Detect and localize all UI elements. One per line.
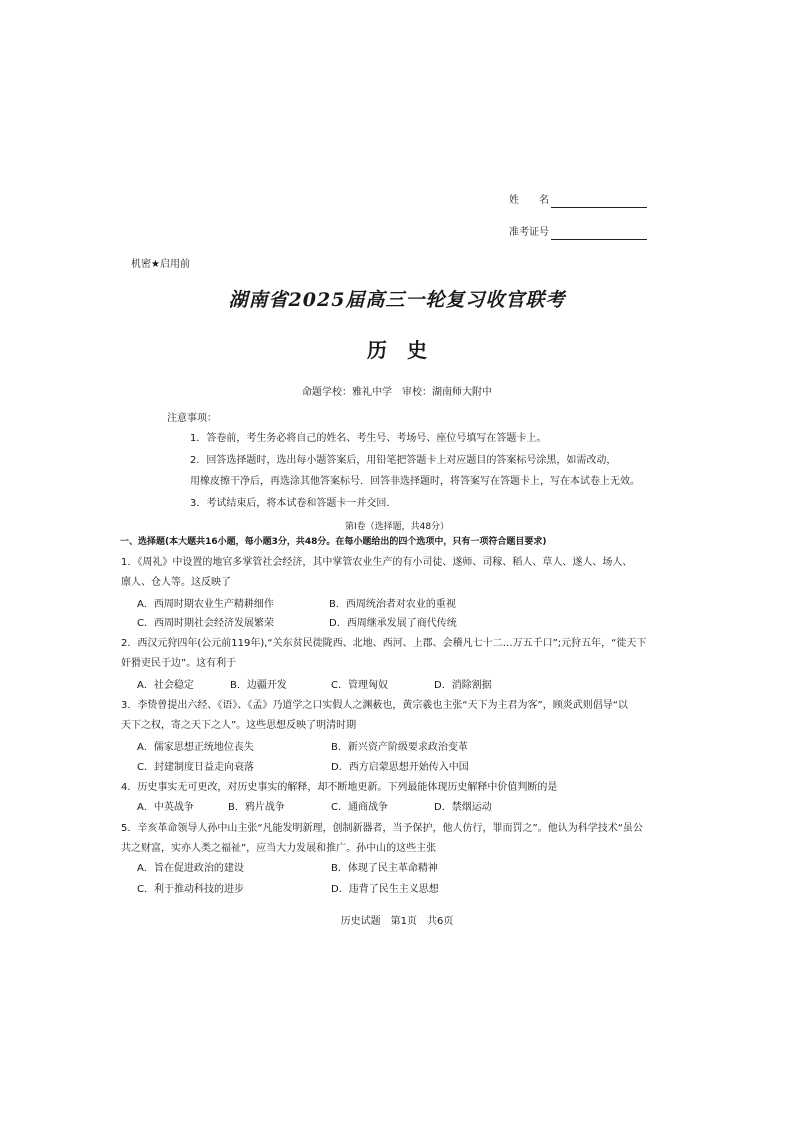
subject-title: 历 史 [367,338,427,362]
volume-heading: 第Ⅰ卷（选择题，共48分） [344,522,450,532]
question-3-option-d: D．西方启蒙思想开始传入中国 [331,762,469,773]
note-item: 1．答卷前，考生务必将自己的姓名、考生号、考场号、座位号填写在答题卡上。 [190,433,547,444]
question-2-option-b: B．边疆开发 [230,680,287,691]
page-footer: 历史试题 第1页 共6页 [340,916,454,927]
question-1-line-1: 1．《周礼》中设置的地官多掌管社会经济，其中掌管农业生产的有小司徒、遂师、司稼、稻人、草人、遂人、场人、 [121,557,633,568]
note-item: 2．回答选择题时，选出每小题答案后，用铅笔把答题卡上对应题目的答案标号涂黑，如需改动， [190,455,617,466]
question-4-option-a: A．中英战争 [137,802,194,813]
question-2-option-d: D．消除割据 [434,680,492,691]
notes-heading: 注意事项： [167,413,217,424]
question-2-line-1: 2．西汉元狩四年(公元前119年),“关东贫民徙陇西、北地、西河、上郡、会稽凡七十二…万五千口”;元狩五年，“徙天下 [121,638,647,649]
question-5-option-b: B．体现了民主革命精神 [331,863,438,874]
admission-field [509,226,647,240]
name-blank [551,195,647,208]
question-3-option-c: C．封建制度日益走向衰落 [137,762,254,773]
section-heading: 一、选择题(本大题共16小题，每小题3分，共48分。在每小题给出的四个选项中，只有一项符合题目要求) [120,537,547,547]
question-5-option-c: C．利于推动科技的进步 [137,884,244,895]
exam-title: 湖南省2025届高三一轮复习收官联考 [228,289,566,311]
confidential-mark: 机密★启用前 [131,259,190,270]
question-1-option-c: C．西周时期社会经济发展繁荣 [137,618,274,629]
question-1-line-2: 廪人、仓人等。这反映了 [121,577,231,588]
question-4-option-b: B．鸦片战争 [228,802,285,813]
question-2-option-a: A．社会稳定 [137,680,194,691]
question-3-line-2: 天下之权，寄之天下之人”。这些思想反映了明清时期 [121,720,357,731]
compiler-line: 命题学校：雅礼中学 审校：湖南师大附中 [302,387,492,398]
question-3-option-b: B．新兴资产阶级要求政治变革 [331,742,468,753]
note-item: 3．考试结束后，将本试卷和答题卡一并交回． [190,498,397,509]
question-4-option-c: C．通商战争 [331,802,388,813]
question-3-option-a: A．儒家思想正统地位丧失 [137,742,254,753]
admission-blank [551,227,647,240]
question-2-option-c: C．管理匈奴 [331,680,388,691]
question-1-option-b: B．西周统治者对农业的重视 [329,599,456,610]
question-5-line-1: 5．辛亥革命领导人孙中山主张“凡能发明新理，创制新器者，当予保护，他人仿行，罪而罚之”。他认为科学技术“虽公 [121,823,643,834]
question-1-option-d: D．西周继承发展了商代传统 [329,618,457,629]
name-label: 姓 名 [509,195,549,206]
name-field [509,194,647,208]
question-1-option-a: A．西周时期农业生产精耕细作 [137,599,274,610]
question-4-option-d: D．禁烟运动 [434,802,492,813]
question-5-line-2: 共之财富，实亦人类之福祉”，应当大力发展和推广。孙中山的这些主张 [121,843,437,854]
admission-label: 准考证号 [509,227,549,238]
note-item: 用橡皮擦干净后，再选涂其他答案标号．回答非选择题时，将答案写在答题卡上，写在本试卷上无效。 [190,476,640,487]
question-4-line-1: 4．历史事实无可更改，对历史事实的解释，却不断地更新。下列最能体现历史解释中价值判断的是 [121,782,558,793]
question-3-line-1: 3．李贽曾提出六经、《语》、《孟》乃道学之口实假人之渊薮也，黄宗羲也主张“天下为主君为客”，顾炎武则倡导“以 [121,700,628,711]
question-5-option-d: D．违背了民生主义思想 [331,884,439,895]
question-5-option-a: A．旨在促进政治的建设 [137,863,244,874]
question-2-line-2: 奸猾吏民于边”。这有利于 [121,658,237,669]
